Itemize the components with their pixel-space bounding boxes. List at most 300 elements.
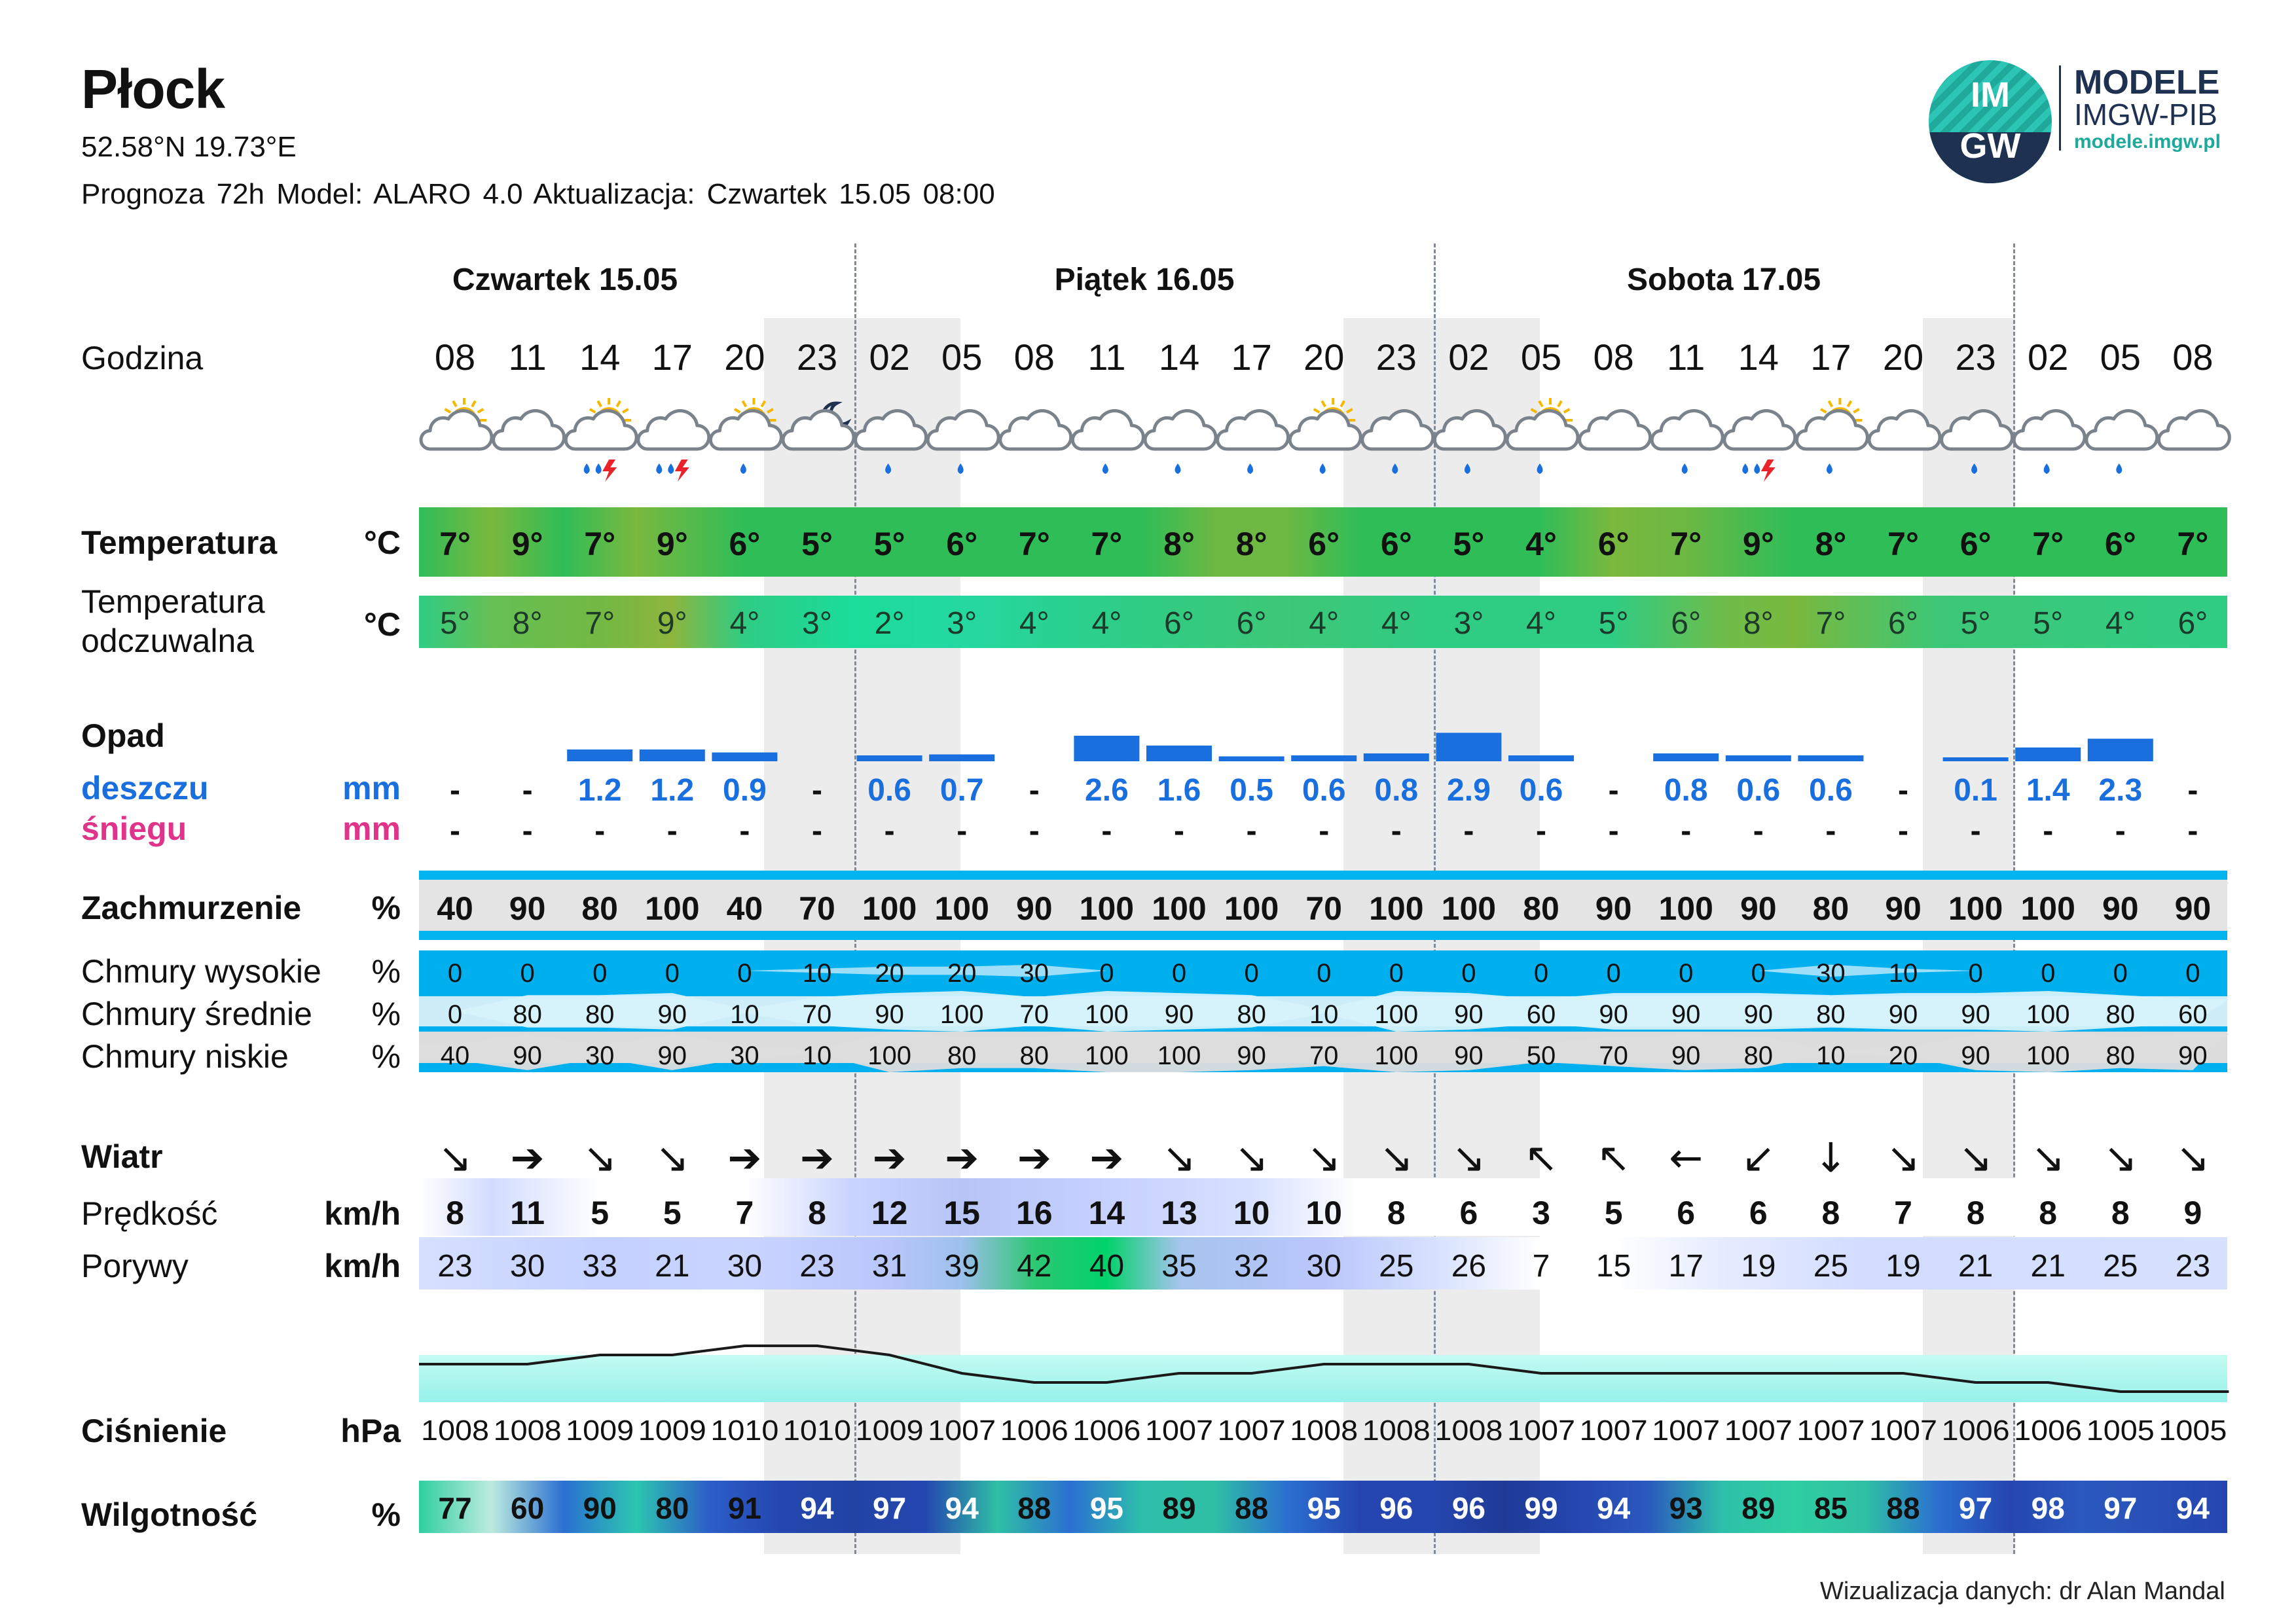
wind-arrow-icon: ↘ (1958, 1134, 1993, 1182)
cloud-mid-cell: 0 (447, 1000, 463, 1029)
wind-gust-cell: 17 (1668, 1249, 1704, 1284)
snow-cell: - (957, 814, 968, 848)
rain-bar (1219, 757, 1285, 762)
snow-cell: - (450, 814, 460, 848)
wind-gust-cell: 42 (1017, 1249, 1052, 1284)
humidity-cell: 77 (438, 1491, 472, 1525)
wind-gust-cell: 21 (1958, 1249, 1994, 1284)
wind-speed-cell: 11 (510, 1195, 545, 1231)
snow-cell: - (1536, 814, 1546, 848)
rain-bar (929, 755, 994, 762)
wind-arrow-icon: ↘ (655, 1134, 689, 1182)
hour-cell: 14 (579, 336, 621, 378)
cloud-rain-icon (1145, 410, 1216, 474)
cloud-total-cell: 80 (1523, 890, 1559, 927)
temperature-cell: 7° (1091, 526, 1123, 562)
wind-speed-cell: 8 (446, 1195, 464, 1231)
wind-gust-cell: 25 (1379, 1249, 1414, 1284)
cloud-mid-unit: % (371, 996, 401, 1032)
cloud-low-cell: 100 (1157, 1041, 1201, 1070)
rain-cell: 0.6 (1519, 773, 1563, 808)
cloud-low-cell: 70 (1599, 1041, 1628, 1070)
coordinates: 52.58°N 19.73°E (81, 131, 297, 163)
snow-cell: - (1753, 814, 1764, 848)
feels-like-cell: 7° (585, 606, 615, 641)
hour-cell: 17 (1231, 336, 1272, 378)
humidity-label: Wilgotność (81, 1496, 257, 1533)
snow-cell: - (666, 814, 678, 848)
wind-arrow-icon: ↘ (1307, 1134, 1341, 1182)
sun-cloud-rain-icon (1290, 398, 1360, 474)
cloud-mid-cell: 90 (1599, 1000, 1628, 1029)
humidity-cell: 99 (1524, 1491, 1558, 1525)
wind-arrow-icon: ↖ (1596, 1134, 1631, 1182)
feels-like-cell: 5° (440, 606, 470, 641)
wind-speed-cell: 6 (1459, 1195, 1478, 1231)
day-header-1: Czwartek 15.05 (452, 262, 678, 297)
feels-like-cell: 4° (729, 606, 760, 641)
cloud-mid-cell: 80 (1237, 1000, 1266, 1029)
rain-bar (640, 749, 705, 761)
humidity-cell: 96 (1379, 1491, 1413, 1525)
hour-cell: 05 (2100, 336, 2141, 378)
feels-like-cell: 9° (657, 606, 687, 641)
wind-speed-cell: 15 (943, 1195, 981, 1231)
cloud-mid-cell: 90 (1743, 1000, 1774, 1029)
cloud-high-cell: 0 (1317, 959, 1332, 988)
wind-arrow-icon: ↘ (1451, 1134, 1486, 1182)
cloud-total-cell: 100 (1369, 890, 1424, 927)
temperature-cell: 6° (2104, 526, 2136, 562)
pressure-cell: 1008 (1434, 1415, 1503, 1447)
humidity-cell: 89 (1741, 1491, 1776, 1525)
cloud-high-cell: 30 (1816, 959, 1846, 988)
feels-like-label-1: Temperatura (81, 583, 265, 620)
cloud-high-cell: 0 (1679, 959, 1694, 988)
snow-label: śniegu (81, 810, 187, 847)
cloud-low-cell: 30 (730, 1041, 759, 1070)
cloud-mid-cell: 10 (1309, 1000, 1339, 1029)
temperature-cell: 7° (1018, 526, 1050, 562)
hour-cell: 05 (941, 336, 983, 378)
feels-like-cell: 8° (1743, 606, 1774, 641)
rain-cell: - (450, 773, 460, 808)
rain-cell: 0.6 (1302, 773, 1346, 808)
pressure-cell: 1008 (493, 1415, 562, 1447)
cloud-mid-cell: 70 (802, 1000, 832, 1029)
feels-like-cell: 3° (947, 606, 977, 641)
wind-gust-cell: 23 (799, 1249, 835, 1284)
wind-arrow-icon: ➔ (800, 1134, 834, 1182)
pressure-line (419, 1346, 2229, 1392)
cloud-low-label: Chmury niskie (81, 1038, 289, 1075)
rain-cell: 2.3 (2098, 773, 2143, 808)
cloud-cover-unit: % (371, 890, 401, 926)
cloud-low-cell: 50 (1526, 1041, 1556, 1070)
temperature-cell: 9° (656, 526, 688, 562)
cloud-mid-cell: 10 (730, 1000, 759, 1029)
wind-speed-cell: 16 (1015, 1195, 1053, 1231)
snow-cell: - (1970, 814, 1981, 848)
hour-cell: 11 (508, 336, 547, 378)
cloud-low-cell: 90 (513, 1041, 542, 1070)
wind-arrow-icon: ↘ (583, 1134, 617, 1182)
wind-arrow-icon: ↖ (1524, 1134, 1558, 1182)
cloud-mid-label: Chmury średnie (81, 996, 312, 1032)
wind-speed-label: Prędkość (81, 1195, 218, 1232)
temperature-cell: 6° (946, 526, 978, 562)
cloud-rain-icon (1072, 410, 1143, 474)
temperature-cell: 7° (2177, 526, 2209, 562)
pressure-cell: 1006 (1072, 1415, 1141, 1447)
pressure-cell: 1005 (2086, 1415, 2155, 1447)
cloud-mid-cell: 60 (1526, 1000, 1556, 1029)
temperature-cell: 7° (1670, 526, 1702, 562)
cloud-high-cell: 20 (947, 959, 977, 988)
humidity-cell: 98 (2031, 1491, 2065, 1525)
hour-cell: 17 (651, 336, 693, 378)
snow-cell: - (1898, 814, 1908, 848)
humidity-cell: 96 (1451, 1491, 1485, 1525)
cloud-low-cell: 10 (1816, 1041, 1846, 1070)
cloud-mid-cell: 100 (2026, 1000, 2070, 1029)
wind-gust-cell: 7 (1532, 1249, 1550, 1284)
feels-like-cell: 4° (1309, 606, 1339, 641)
snow-cell: - (1174, 814, 1184, 848)
cloud-total-cell: 100 (1658, 890, 1713, 927)
cloud-total-cell: 100 (645, 890, 700, 927)
temperature-cell: 9° (1742, 526, 1774, 562)
cloud-high-cell: 0 (665, 959, 680, 988)
wind-label: Wiatr (81, 1138, 163, 1175)
wind-arrow-icon: ↘ (1379, 1134, 1413, 1182)
wind-speed-cell: 9 (2183, 1195, 2202, 1231)
cloud-mid-cell: 90 (1961, 1000, 1990, 1029)
cloud-total-cell: 90 (1595, 890, 1632, 927)
cloud-high-cell: 0 (1751, 959, 1766, 988)
cloud-low-cell: 20 (1888, 1041, 1918, 1070)
cloud-low-cell: 100 (1374, 1041, 1419, 1070)
cloud-mid-cell: 90 (1671, 1000, 1701, 1029)
hour-label: Godzina (81, 340, 204, 376)
feels-like-cell: 6° (1236, 606, 1267, 641)
hour-cell: 17 (1810, 336, 1851, 378)
cloud-low-cell: 80 (947, 1041, 977, 1070)
wind-arrow-icon: ↘ (2103, 1134, 2138, 1182)
snow-cell: - (1029, 814, 1040, 848)
cloud-mid-cell: 90 (1454, 1000, 1484, 1029)
wind-gust-label: Porywy (81, 1248, 189, 1284)
forecast-info: Prognoza 72h Model: ALARO 4.0 Aktualizacja: Czwartek 15.05 08:00 (81, 178, 995, 210)
wind-speed-cell: 5 (1604, 1195, 1623, 1231)
feels-like-cell: 4° (1381, 606, 1412, 641)
pressure-cell: 1007 (1217, 1415, 1286, 1447)
cloud-rain-icon (1218, 410, 1288, 474)
temperature-label: Temperatura (81, 524, 278, 561)
cloud-high-cell: 10 (1888, 959, 1918, 988)
cloud-high-cell: 0 (2185, 959, 2200, 988)
cloud-total-cell: 90 (1885, 890, 1922, 927)
wind-speed-cell: 13 (1161, 1195, 1197, 1231)
humidity-cell: 88 (1235, 1491, 1269, 1525)
cloud-low-cell: 100 (2026, 1041, 2070, 1070)
cloud-total-cell: 100 (1441, 890, 1497, 927)
humidity-cell: 94 (800, 1491, 834, 1525)
pressure-label: Ciśnienie (81, 1413, 227, 1449)
temperature-cell: 5° (873, 526, 905, 562)
wind-gust-cell: 32 (1233, 1249, 1269, 1284)
cloud-total-cell: 80 (1812, 890, 1850, 927)
humidity-cell: 94 (2176, 1491, 2210, 1525)
snow-cell: - (1608, 814, 1619, 848)
rain-bar (567, 749, 632, 761)
wind-arrow-icon: ➔ (872, 1134, 907, 1182)
wind-gust-cell: 21 (2030, 1249, 2066, 1284)
temperature-cell: 6° (1959, 526, 1992, 562)
hour-cell: 02 (869, 336, 910, 378)
hour-cell: 23 (796, 336, 838, 378)
wind-arrow-icon: ↓ (1813, 1134, 1848, 1182)
cloud-total-cell: 90 (509, 890, 546, 927)
cloud-total-cell: 70 (799, 890, 835, 927)
logo-top-text: IM (1971, 75, 2010, 115)
city-title: Płock (81, 58, 225, 120)
pressure-cell: 1007 (928, 1415, 996, 1447)
hour-cell: 20 (724, 336, 765, 378)
hour-cell: 20 (1303, 336, 1345, 378)
feels-like-cell: 4° (1091, 606, 1122, 641)
wind-arrow-icon: ↘ (1886, 1134, 1920, 1182)
cloud-rain-icon (1434, 410, 1505, 474)
rain-bar (1508, 755, 1574, 761)
wind-arrow-icon: ➔ (1017, 1134, 1051, 1182)
hour-cell: 08 (1013, 336, 1055, 378)
snow-cell: - (1101, 814, 1112, 848)
rain-cell: 0.6 (1736, 773, 1781, 808)
cloud-total-cell: 40 (437, 890, 473, 927)
rain-bar (1943, 757, 2009, 761)
rain-cell: - (2187, 773, 2198, 808)
snow-unit: mm (342, 810, 401, 847)
cloud-mid-cell: 80 (1816, 1000, 1846, 1029)
cloud-low-cell: 30 (585, 1041, 615, 1070)
temperature-cell: 6° (729, 526, 761, 562)
snow-cell: - (1246, 814, 1257, 848)
cloud-rain-icon (928, 410, 998, 474)
rain-cell: 2.9 (1447, 773, 1491, 808)
temperature-cell: 5° (1453, 526, 1485, 562)
rain-cell: 0.6 (1809, 773, 1853, 808)
cloud-low-unit: % (371, 1038, 401, 1075)
cloud-mid-cell: 100 (1374, 1000, 1419, 1029)
rain-cell: 0.6 (867, 773, 911, 808)
cloud-rain-icon (1652, 410, 1722, 474)
snow-cell: - (522, 814, 533, 848)
cloud-high-cell: 0 (1244, 959, 1259, 988)
rain-bar (2088, 739, 2153, 762)
cloud-mid-cell: 100 (939, 1000, 984, 1029)
cloud-high-cell: 30 (1019, 959, 1049, 988)
rain-bar (1653, 753, 1719, 761)
wind-gust-cell: 30 (509, 1249, 545, 1284)
wind-arrow-icon: ↙ (1741, 1134, 1776, 1182)
pressure-cell: 1010 (710, 1415, 779, 1447)
feels-like-cell: 3° (1453, 606, 1484, 641)
feels-like-cell: 6° (2178, 606, 2208, 641)
rain-cell: - (522, 773, 533, 808)
pressure-cell: 1007 (1145, 1415, 1213, 1447)
rain-bar (2015, 748, 2081, 761)
wind-arrow-icon: ➔ (510, 1134, 545, 1182)
cloud-low-cell: 40 (440, 1041, 470, 1070)
cloud-icon (494, 410, 564, 449)
pressure-cell: 1006 (1941, 1415, 2010, 1447)
cloud-mid-cell: 90 (1888, 1000, 1918, 1029)
cloud-high-cell: 0 (1461, 959, 1476, 988)
cloud-cover-label: Zachmurzenie (81, 890, 302, 926)
cloud-high-cell: 0 (1099, 959, 1114, 988)
feels-like-cell: 5° (1960, 606, 1991, 641)
cloud-mid-cell: 100 (1085, 1000, 1129, 1029)
cloud-total-cell: 90 (2102, 890, 2139, 927)
rain-cell: 0.1 (1954, 773, 1997, 808)
feels-like-cell: 4° (1526, 606, 1556, 641)
cloud-total-cell: 90 (1740, 890, 1777, 927)
cloud-low-cell: 80 (1743, 1041, 1774, 1070)
temperature-cell: 7° (584, 526, 616, 562)
hour-cell: 02 (1448, 336, 1489, 378)
logo-title: MODELE (2074, 63, 2220, 101)
temperature-unit: °C (363, 524, 401, 561)
pressure-cell: 1007 (1724, 1415, 1793, 1447)
rain-bar (712, 753, 777, 762)
pressure-cell: 1007 (1796, 1415, 1865, 1447)
cloud-rain-icon (856, 410, 926, 474)
humidity-cell: 94 (945, 1491, 979, 1525)
rain-bar (1074, 736, 1139, 761)
cloud-low-cell: 100 (1085, 1041, 1129, 1070)
wind-speed-cell: 6 (1677, 1195, 1696, 1231)
wind-gust-cell: 30 (1306, 1249, 1341, 1284)
cloud-high-cell: 0 (2041, 959, 2056, 988)
temperature-cell: 6° (1597, 526, 1630, 562)
sun-cloud-rain-icon (1507, 398, 1578, 474)
hour-cell: 05 (1520, 336, 1562, 378)
hour-cell: 23 (1955, 336, 1996, 378)
cloud-high-cell: 0 (1606, 959, 1621, 988)
feels-like-cell: 3° (802, 606, 832, 641)
cloud-total-cell: 100 (1224, 890, 1279, 927)
rain-cell: 2.6 (1085, 773, 1129, 808)
wind-speed-cell: 8 (1387, 1195, 1406, 1231)
humidity-cell: 93 (1669, 1491, 1703, 1525)
rain-cell: 1.6 (1157, 773, 1201, 808)
hour-cell: 08 (1593, 336, 1634, 378)
temperature-cell: 6° (1308, 526, 1340, 562)
hour-cell: 20 (1882, 336, 1924, 378)
cloud-high-cell: 0 (1968, 959, 1983, 988)
cloud-low-cell: 100 (867, 1041, 911, 1070)
temperature-cell: 9° (511, 526, 543, 562)
pressure-cell: 1008 (1362, 1415, 1430, 1447)
cloud-mid-cell: 80 (585, 1000, 615, 1029)
snow-cell: - (739, 814, 750, 848)
rain-cell: - (1608, 773, 1619, 808)
snow-cell: - (1319, 814, 1330, 848)
footer-credit: Wizualizacja danych: dr Alan Mandal (1820, 1578, 2225, 1605)
temperature-cell: 8° (1815, 526, 1847, 562)
wind-speed-cell: 14 (1088, 1195, 1125, 1231)
wind-gust-cell: 15 (1595, 1249, 1631, 1284)
cloud-mid-cell: 80 (2105, 1000, 2136, 1029)
cloud-total-cell: 90 (2174, 890, 2212, 927)
cloud-rain-icon (2014, 410, 2085, 474)
wind-arrow-icon: ➔ (727, 1134, 762, 1182)
pressure-cell: 1010 (783, 1415, 851, 1447)
humidity-cell: 89 (1162, 1491, 1196, 1525)
snow-cell: - (2043, 814, 2054, 848)
humidity-cell: 95 (1089, 1491, 1123, 1525)
humidity-cell: 60 (511, 1491, 545, 1525)
wind-speed-cell: 8 (1821, 1195, 1840, 1231)
cloud-total-cell: 100 (1079, 890, 1135, 927)
hour-cell: 11 (1667, 336, 1705, 378)
wind-gust-cell: 39 (944, 1249, 979, 1284)
temperature-cell: 4° (1525, 526, 1557, 562)
hour-cell: 02 (2028, 336, 2069, 378)
hour-cell: 11 (1087, 336, 1126, 378)
feels-like-cell: 6° (1164, 606, 1194, 641)
pressure-cell: 1007 (1869, 1415, 1937, 1447)
cloud-total-cell: 80 (581, 890, 619, 927)
cloud-high-cell: 0 (1171, 959, 1187, 988)
logo-url-link[interactable]: modele.imgw.pl (2074, 131, 2221, 153)
wind-speed-cell: 8 (808, 1195, 826, 1231)
humidity-cell: 97 (873, 1491, 907, 1525)
wind-arrow-icon: ↘ (2176, 1134, 2210, 1182)
wind-speed-cell: 8 (1966, 1195, 1985, 1231)
pressure-cell: 1008 (1290, 1415, 1358, 1447)
rain-cell: 1.2 (650, 773, 695, 808)
sun-cloud-storm-icon (566, 398, 636, 482)
rain-cell: 0.9 (723, 773, 767, 808)
rain-bar (1291, 755, 1357, 761)
humidity-cell: 80 (655, 1491, 689, 1525)
wind-speed-cell: 5 (591, 1195, 610, 1231)
wind-gust-cell: 40 (1089, 1249, 1125, 1284)
day-header-3: Sobota 17.05 (1626, 262, 1821, 297)
wind-speed-cell: 3 (1532, 1195, 1550, 1231)
cloud-icon (1000, 410, 1071, 449)
feels-like-cell: 6° (1888, 606, 1918, 641)
cloud-total-cell: 100 (862, 890, 917, 927)
feels-like-cell: 5° (1598, 606, 1629, 641)
cloud-icon (1869, 410, 1940, 449)
precip-label: Opad (81, 717, 165, 754)
feels-like-cell: 5° (2033, 606, 2064, 641)
wind-speed-cell: 10 (1233, 1195, 1270, 1231)
wind-speed-cell: 7 (1894, 1195, 1912, 1231)
temperature-cell: 5° (801, 526, 833, 562)
rain-bar (1146, 746, 1212, 761)
cloud-rain-icon (1942, 410, 2013, 474)
wind-gust-cell: 25 (2103, 1249, 2138, 1284)
day-header-2: Piątek 16.05 (1054, 262, 1235, 297)
snow-cell: - (594, 814, 606, 848)
cloud-mid-cell: 90 (657, 1000, 687, 1029)
hour-cell: 14 (1738, 336, 1779, 378)
hour-cell: 08 (2172, 336, 2214, 378)
